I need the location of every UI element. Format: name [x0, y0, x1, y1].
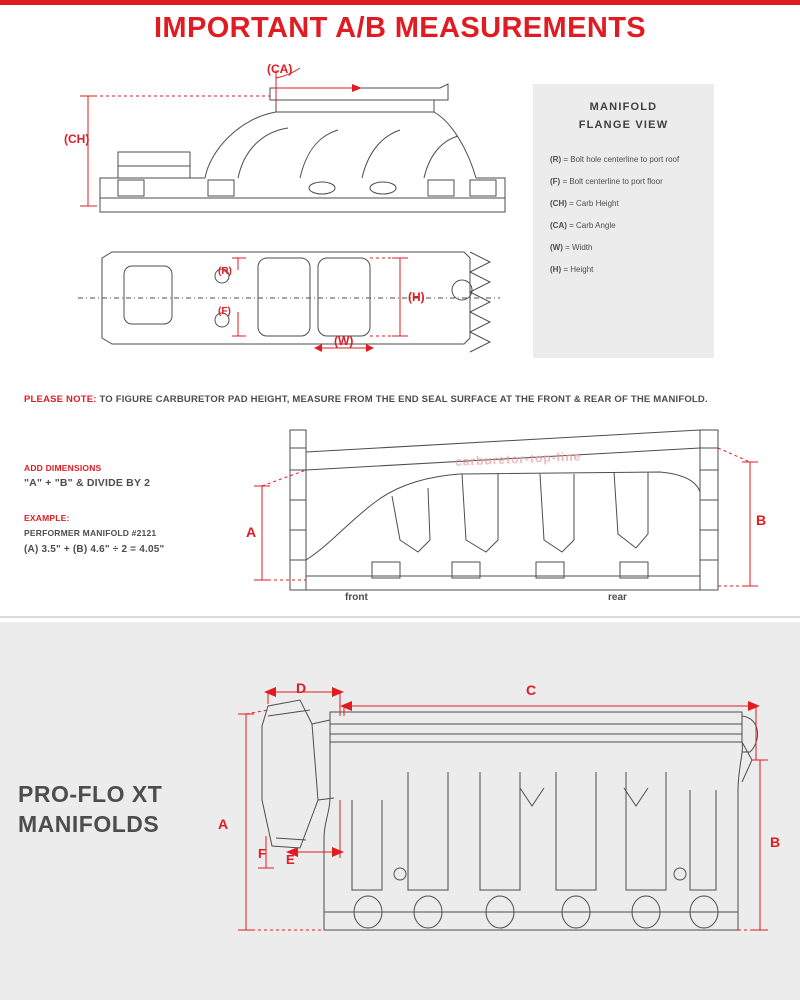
label-f: (F) — [218, 306, 231, 317]
label-ca: (CA) — [267, 62, 293, 76]
legend-key: (CA) — [550, 221, 567, 230]
label-e-bottom: E — [286, 852, 295, 867]
label-front: front — [345, 592, 368, 603]
legend-text: = Height — [563, 265, 594, 274]
page-title: IMPORTANT A/B MEASUREMENTS — [153, 12, 647, 44]
panel-title-line1: PRO-FLO XT — [18, 781, 163, 807]
label-b-bottom: B — [770, 834, 781, 850]
legend-key: (CH) — [550, 199, 567, 208]
legend-text: = Carb Angle — [569, 221, 616, 230]
legend-key: (F) — [550, 177, 561, 186]
legend-text: = Carb Height — [569, 199, 619, 208]
label-f-bottom: F — [258, 846, 266, 861]
note-lead: PLEASE NOTE: — [24, 394, 97, 405]
example-line2: (A) 3.5" + (B) 4.6" ÷ 2 = 4.05" — [24, 544, 165, 555]
watermark-text: carburetor-top-line — [454, 449, 582, 469]
label-rear: rear — [608, 592, 627, 603]
example-heading: EXAMPLE: — [24, 513, 70, 523]
flange-title-line1: MANIFOLD — [589, 101, 658, 113]
legend-key: (R) — [550, 155, 562, 164]
legend-key: (W) — [550, 243, 563, 252]
label-h: (H) — [408, 290, 425, 304]
label-a-mid: A — [246, 524, 257, 540]
example-line1: PERFORMER MANIFOLD #2121 — [24, 528, 157, 538]
label-w: (W) — [334, 334, 354, 348]
panel-title-line2: MANIFOLDS — [18, 811, 160, 837]
note-body: TO FIGURE CARBURETOR PAD HEIGHT, MEASURE FROM THE END SEAL SURFACE AT THE FRONT & REAR OF THE MANIFOLD. — [99, 394, 708, 405]
legend-key: (H) — [550, 265, 562, 274]
label-r: (R) — [218, 266, 232, 277]
label-c-bottom: C — [526, 682, 537, 698]
label-d-bottom: D — [296, 680, 307, 696]
flange-title-line2: FLANGE VIEW — [578, 119, 669, 131]
legend-text: = Width — [565, 243, 593, 252]
add-dimensions-formula: "A" + "B" & DIVIDE BY 2 — [24, 477, 151, 489]
label-ch: (CH) — [64, 132, 90, 146]
label-a-bottom: A — [218, 816, 229, 832]
label-b-mid: B — [756, 512, 767, 528]
legend-text: = Bolt centerline to port floor — [562, 177, 663, 186]
legend-text: = Bolt hole centerline to port roof — [563, 155, 680, 164]
add-dimensions-heading: ADD DIMENSIONS — [24, 463, 102, 473]
